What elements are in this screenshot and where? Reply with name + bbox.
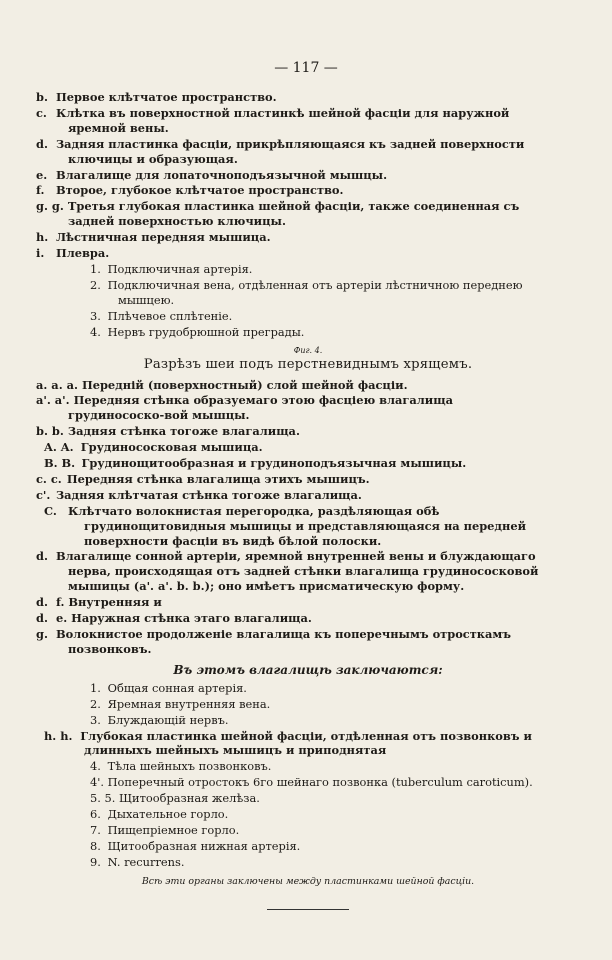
figure-title: Разрѣзъ шеи подъ перстневиднымъ хрящемъ. — [143, 356, 473, 372]
legend-entry: 3. Плѣчевое сплѣтеніе. — [90, 308, 233, 323]
subheading: Въ этомъ влагалищѣ заключаются: — [173, 662, 443, 677]
figure-label: Фиг. 4. — [293, 345, 323, 355]
legend-numbered-list-3 — [40, 759, 552, 869]
entry-label: 5. 5. — [90, 791, 116, 806]
entry-text: f. Внутренняя и — [52, 595, 162, 610]
entry-text: Яремная внутренняя вена. — [104, 696, 271, 711]
entry-text: Грудинососковая мышица. — [76, 440, 263, 455]
entry-text: Общая сонная артерія. — [104, 680, 247, 695]
legend-entry: d. e. Наружная стѣнка этаго влагалища. — [36, 611, 312, 626]
legend-entry: e. Влагалище для лопаточноподъязычной мышцы. — [36, 167, 388, 182]
entry-text: e. Наружная стѣнка этаго влагалища. — [52, 611, 312, 626]
entry-text: Задняя пластинка фасціи, прикрѣпляющаяся къ задней поверхности ключицы и образующая. — [52, 136, 525, 166]
entry-text: Тѣла шейныхъ позвонковъ. — [104, 759, 272, 774]
legend-numbered-list-1 — [40, 262, 552, 340]
legend-entry: 4. Тѣла шейныхъ позвонковъ. — [90, 759, 272, 774]
legend-entry: 1. Подключичная артерія. — [90, 261, 253, 276]
legend-entry: 8. Щитообразная нижная артерія. — [90, 838, 301, 853]
entry-text: Второе, глубокое клѣтчатое пространство. — [52, 183, 344, 198]
legend-entry: 2. Яремная внутренняя вена. — [90, 696, 271, 711]
entry-text: Подключичная вена, отдѣленная отъ артеріи лѣстничною переднею мышцею. — [104, 277, 523, 307]
entry-text: Нервъ грудобрюшной преграды. — [104, 324, 305, 339]
legend-entry — [40, 729, 552, 759]
legend-entry — [36, 471, 552, 487]
legend-entry — [40, 440, 552, 455]
entry-text: Подключичная артерія. — [104, 261, 253, 276]
footnote: Всѣ эти органы заключены между пластинками шейной фасціи. — [141, 875, 475, 887]
legend-list-2 — [36, 377, 552, 657]
legend-entry: 7. Пищепріемное горло. — [90, 822, 240, 837]
entry-text: Задняя клѣтчатая стѣнка тогоже влагалища. — [52, 487, 362, 502]
entry-label: g. g. — [36, 199, 64, 214]
entry-text: Третья глубокая пластинка шейной фасціи, также соединенная съ задней поверхностью ключицы. — [63, 199, 520, 229]
entry-label: B. B. — [44, 456, 76, 471]
entry-label: A. A. — [44, 440, 74, 455]
legend-entry: 3. Блуждающій нервъ. — [90, 712, 229, 727]
entry-text: Влагалище для лопаточноподъязычной мышцы. — [52, 167, 388, 182]
entry-text: Щитообразная желѣза. — [115, 791, 260, 806]
legend-entry: c'. Задняя клѣтчатая стѣнка тогоже влагалища. — [36, 487, 362, 502]
legend-entry: c. Клѣтка въ поверхностной пластинкѣ шейной фасціи для наружной яремной вены. — [36, 105, 510, 135]
legend-entry: 6. Дыхательное горло. — [90, 807, 229, 822]
legend-entry: g. Волокнистое продолженіе влагалища къ поперечнымъ отросткамъ позвонковъ. — [36, 627, 512, 656]
legend-list-1 — [36, 90, 552, 261]
entry-label: h. h. — [44, 728, 73, 743]
legend-entry: b. Первое клѣтчатое пространство. — [36, 90, 277, 104]
legend-entry: d. f. Внутренняя и — [36, 595, 162, 610]
entry-label: a'. a'. — [36, 393, 70, 408]
entry-text: Грудинощитообразная и грудиноподъязычная мышицы. — [77, 456, 467, 471]
divider-rule — [267, 909, 349, 910]
entry-text: Клѣтка въ поверхностной пластинкѣ шейной фасціи для наружной яремной вены. — [52, 105, 510, 135]
legend-entry — [36, 424, 552, 439]
legend-numbered-list-2 — [40, 681, 552, 728]
entry-text: Поперечный отростокъ 6го шейнаго позвонка (tuberculum caroticum). — [104, 775, 533, 790]
legend-entry — [40, 456, 552, 471]
legend-entry: 2. Подключичная вена, отдѣленная отъ артеріи лѣстничною переднею мышцею. — [90, 277, 523, 307]
legend-entry: i. Плевра. — [36, 246, 110, 261]
entry-text: Влагалище сонной артеріи, яремной внутренней вены и блуждающаго нерва, происходящая отъ задней стѣнки влагалища грудинососковой мышицы (a'. a'. b. b.); оно имѣетъ присматическую форму. — [52, 549, 539, 594]
entry-text: Глубокая пластинка шейной фасціи, отдѣленная отъ позвонковъ и длинныхъ шейныхъ мышицъ и приподнятая — [76, 728, 532, 758]
legend-entry: h. Лѣстничная передняя мышица. — [36, 230, 271, 245]
entry-text: N. recurrens. — [104, 854, 185, 869]
entry-text: Передній (поверхностный) слой шейной фасціи. — [77, 377, 408, 392]
legend-entry: 4'. Поперечный отростокъ 6го шейнаго позвонка (tuberculum caroticum). — [90, 775, 533, 790]
entry-text: Лѣстничная передняя мышица. — [52, 230, 271, 245]
entry-text: Щитообразная нижная артерія. — [104, 838, 301, 853]
legend-entry: d. Влагалище сонной артеріи, яремной внутренней вены и блуждающаго нерва, происходящая отъ задней стѣнки влагалища грудинососковой мышицы (a'. a'. b. b.); оно имѣетъ присматическую форму. — [36, 549, 539, 594]
entry-text: Волокнистое продолженіе влагалища къ поперечнымъ отросткамъ позвонковъ. — [52, 627, 512, 656]
legend-entry — [36, 199, 552, 229]
entry-text: Клѣтчато волокнистая перегородка, раздѣляющая обѣ грудинощитовидныя мышицы и представляющаяся на передней поверхности фасціи въ видѣ бѣлой полоски. — [64, 503, 527, 548]
legend-list-3 — [40, 729, 552, 759]
legend-entry: 9. N. recurrens. — [90, 854, 185, 869]
entry-text: Плѣчевое сплѣтеніе. — [104, 308, 233, 323]
legend-entry — [40, 791, 552, 806]
entry-text: Пищепріемное горло. — [104, 822, 240, 837]
legend-entry: 4. Нервъ грудобрюшной преграды. — [90, 324, 305, 339]
entry-text: Плевра. — [52, 246, 110, 261]
entry-label: a. a. a. — [36, 377, 78, 392]
entry-text: Дыхательное горло. — [104, 807, 229, 822]
page-number: — 117 — — [274, 60, 338, 76]
legend-entry: C. Клѣтчато волокнистая перегородка, раздѣляющая обѣ грудинощитовидныя мышицы и представляющаяся на передней поверхности фасціи въ видѣ бѣлой полоски. — [44, 503, 527, 548]
entry-text: Блуждающій нервъ. — [104, 712, 229, 727]
entry-text: Первое клѣтчатое пространство. — [52, 90, 277, 104]
entry-label: b. b. — [36, 424, 64, 439]
entry-text: Передняя стѣнка образуемаго этою фасціею влагалища грудинососко-вой мышцы. — [68, 393, 453, 423]
legend-entry — [36, 393, 552, 423]
legend-entry — [36, 377, 552, 393]
legend-entry: 1. Общая сонная артерія. — [90, 680, 247, 695]
entry-text: Передняя стѣнка влагалища этихъ мышицъ. — [62, 471, 370, 486]
legend-entry: f. Второе, глубокое клѣтчатое пространство. — [36, 183, 344, 198]
entry-label: c. c. — [36, 471, 62, 486]
entry-text: Задняя стѣнка тогоже влагалища. — [63, 424, 300, 439]
legend-entry: d. Задняя пластинка фасціи, прикрѣпляющаяся къ задней поверхности ключицы и образующая. — [36, 136, 525, 166]
